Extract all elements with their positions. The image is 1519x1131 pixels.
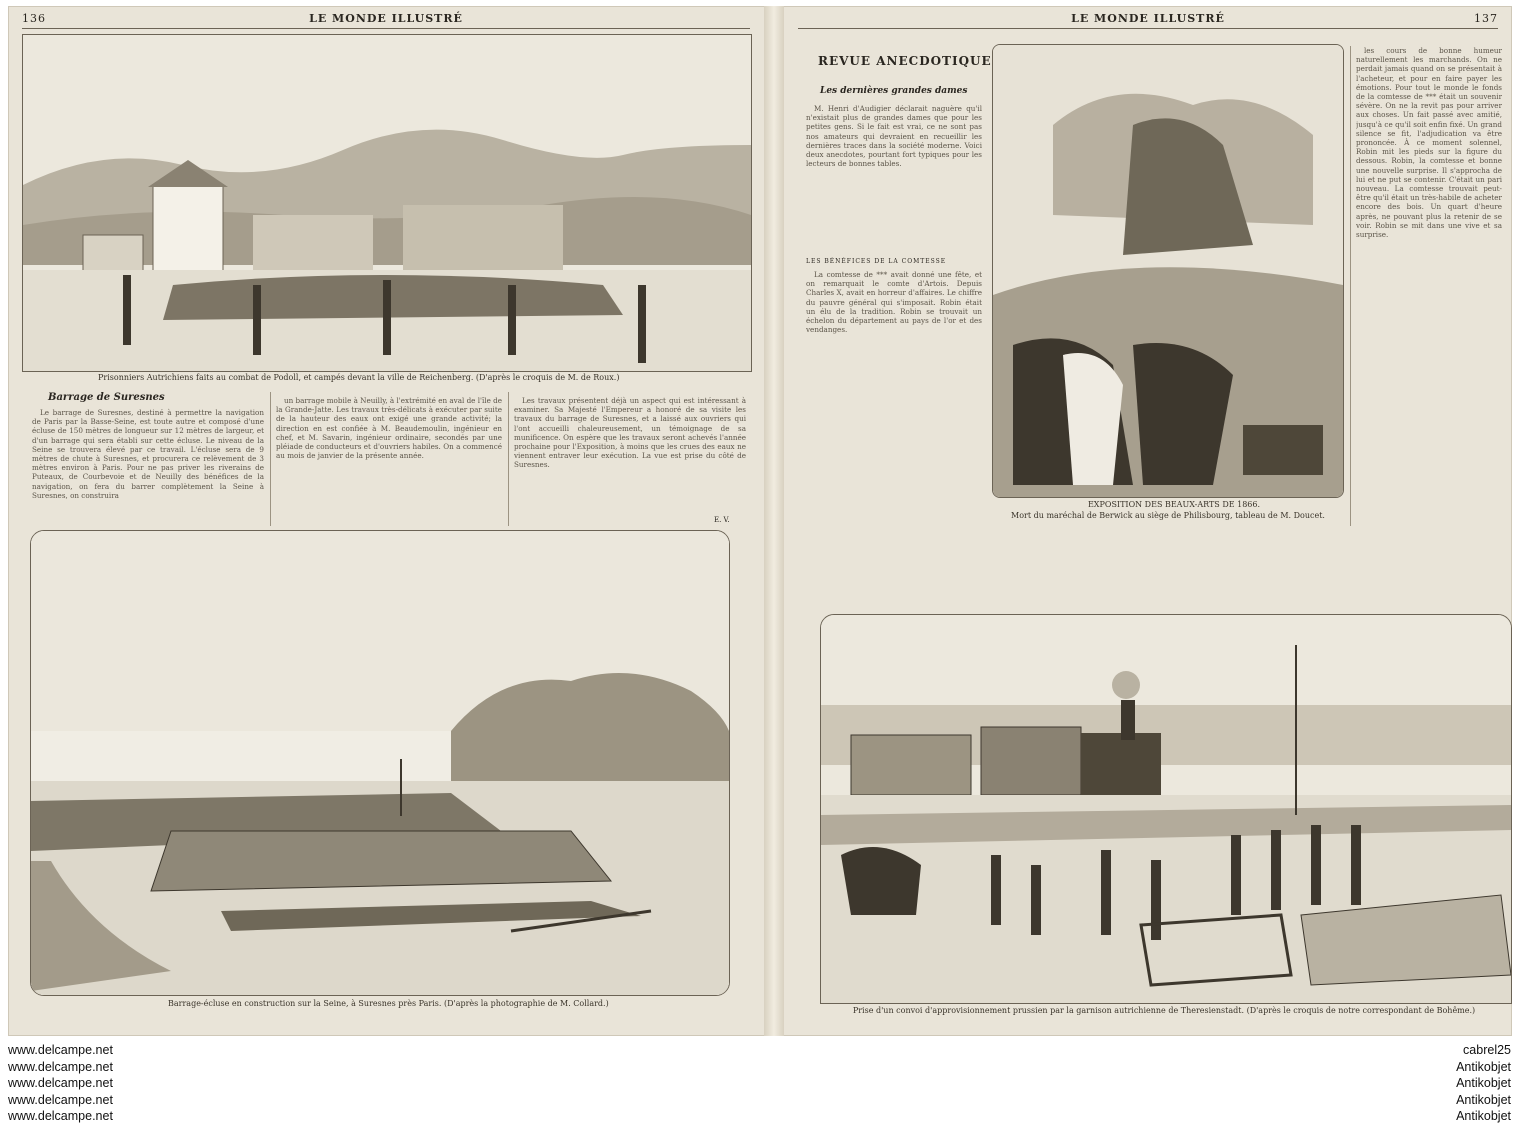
column-rule bbox=[508, 392, 509, 526]
column-rule bbox=[270, 392, 271, 526]
article-column-2 bbox=[276, 396, 502, 526]
left-page-number: 136 bbox=[22, 12, 46, 25]
article-column-1-text: Le barrage de Suresnes, destiné à permettre la navigation de Paris par la Basse-Seine, est toute autre et composé d'une écluse de 150 mètres de longueur sur 12 mètres de largeur, et d'un barrage qui sera établi sur cette écluse. Le niveau de la Seine se trouvera élevé par ce travail. L'écluse sera de 9 mètres de chute à Suresnes, et procurera ce relèvement de 3 mètres environ à Paris. Pour ne pas priver les riverains de Puteaux, de Courbevoie et de Neuilly des bénéfices de la navigation, on fera du barrer complètement la Seine à Suresnes, on construira bbox=[32, 408, 264, 500]
watermark-line: www.delcampe.net bbox=[8, 1076, 113, 1090]
section-subtitle: Les dernières grandes dames bbox=[820, 86, 968, 96]
anecdote-column-2 bbox=[1356, 46, 1502, 528]
article-column-3 bbox=[514, 396, 746, 514]
anecdote-subheading: LES BÉNÉFICES DE LA COMTESSE bbox=[806, 258, 947, 265]
right-bottom-caption: Prise d'un convoi d'approvisionnement prussien par la garnison autrichienne de Theresienstadt. (D'après le croquis de notre correspondant de Bohême.) bbox=[852, 1006, 1476, 1015]
section-title: REVUE ANECDOTIQUE bbox=[818, 54, 992, 68]
right-top-caption-1: EXPOSITION DES BEAUX-ARTS DE 1866. bbox=[1087, 500, 1261, 509]
article-column-2-text: un barrage mobile à Neuilly, à l'extrémité en aval de l'île de la Grande-Jatte. Les travaux très-délicats à exécuter par suite de la hauteur des eaux ont exigé une grande activité; la direction en est confiée à M. Beaudemoulin, ingénieur en chef, et M. Savarin, ingénieur ordinaire, secondés par une pléiade de conducteurs et d'ouvriers habiles. On a commencé au mois de janvier de la présente année. bbox=[276, 396, 502, 461]
right-top-caption-2: Mort du maréchal de Berwick au siège de Philisbourg, tableau de M. Doucet. bbox=[1011, 511, 1325, 520]
watermark-left bbox=[8, 1042, 113, 1125]
page-gutter bbox=[764, 6, 784, 1036]
engraving-prisoners bbox=[22, 34, 752, 372]
watermark-line: www.delcampe.net bbox=[8, 1059, 113, 1074]
watermark-line: Antikobjet bbox=[1456, 1076, 1511, 1090]
left-bottom-caption: Barrage-écluse en construction sur la Seine, à Suresnes près Paris. (D'après la photographie de M. Collard.) bbox=[168, 999, 609, 1008]
watermark-line: Antikobjet bbox=[1456, 1059, 1511, 1074]
watermark-line: www.delcampe.net bbox=[8, 1092, 113, 1107]
right-journal-title: LE MONDE ILLUSTRÉ bbox=[1071, 12, 1225, 25]
watermark-line: www.delcampe.net bbox=[8, 1043, 113, 1057]
left-top-caption: Prisonniers Autrichiens faits au combat de Podoll, et campés devant la ville de Reichenberg. (D'après le croquis de M. de Roux.) bbox=[98, 373, 620, 382]
right-page bbox=[784, 6, 1512, 1036]
watermark-line: www.delcampe.net bbox=[8, 1109, 113, 1123]
right-running-head bbox=[798, 10, 1498, 29]
engraving-convoy bbox=[820, 614, 1512, 1004]
anecdote-column-2-text: les cours de bonne humeur naturellement les marchands. On ne perdait jamais quand on se présentait à l'acheteur, et pour en faire payer les émotions. Pour tout le monde le fonds de la comtesse de *** était un souvenir sévère. On ne la revit pas pour arriver aux choses. Un fait passé avec amitié, jusqu'à ce qu'il soit enfin fixé. Un grand silence se fit, l'adjudication va être prononcée. À ce moment solennel, Robin mit les pieds sur la figure du dessous. Robin, la comtesse et bonne une nouvelle surprise. Il s'approcha de lui et ne put se contenir. C'était un pari nouveau. La comtesse trouvait peut-être qu'il était un très-habile de acheter encore des bois. Un quart d'heure après, ne pouvant plus la retenir de se voir. Robin se mit dans une vive et sa surprise. bbox=[1356, 46, 1502, 240]
article-column-3-text: Les travaux présentent déjà un aspect qui est intéressant à examiner. Sa Majesté l'Empereur a honoré de sa visite les travaux du barrage de Suresnes, et a laissé aux ouvriers qui l'ont accueilli chaleureusement, un témoignage de sa munificence. On espère que les travaux seront achevés l'année prochaine pour l'Exposition, à moins que les crues des eaux ne viennent entraver leur exécution. La vue est prise du côté de Suresnes. bbox=[514, 396, 746, 470]
article-column-1 bbox=[32, 408, 264, 526]
anecdote-column-1b-text: La comtesse de *** avait donné une fête, et on remarquait le comte d'Artois. Depuis Charles X, avait en horreur d'affaires. Le chiffre du pauvre général qui s'imposait. Robin était un élu de la tradition. Robin se trouvait un échelon du département au pays de l'or et des vendanges. bbox=[806, 270, 982, 335]
column-rule bbox=[1350, 46, 1351, 526]
article-title: Barrage de Suresnes bbox=[48, 392, 165, 403]
engraving-barrage bbox=[30, 530, 730, 996]
right-page-number: 137 bbox=[1474, 12, 1498, 25]
article-signature: E. V. bbox=[714, 516, 730, 524]
engraving-berwick bbox=[992, 44, 1344, 498]
left-running-head bbox=[22, 10, 750, 29]
watermark-line: Antikobjet bbox=[1456, 1109, 1511, 1123]
newspaper-spread bbox=[8, 6, 1512, 1036]
watermark-right bbox=[1456, 1042, 1511, 1125]
watermark-line: cabrel25 bbox=[1463, 1043, 1511, 1057]
left-journal-title: LE MONDE ILLUSTRÉ bbox=[309, 12, 463, 25]
watermark-line: Antikobjet bbox=[1456, 1092, 1511, 1107]
anecdote-column-1b bbox=[806, 270, 982, 530]
left-page bbox=[8, 6, 764, 1036]
anecdote-column-1-text: M. Henri d'Audigier déclarait naguère qu'il n'existait plus de grandes dames que pour les petites gens. Si le fait est vrai, ce ne sont pas nos amateurs qui devraient en recueillir les dernières traces dans la société moderne. Voici deux anecdotes, pourtant fort typiques pour les lecteurs de bonnes tables. bbox=[806, 104, 982, 169]
anecdote-column-1 bbox=[806, 104, 982, 254]
